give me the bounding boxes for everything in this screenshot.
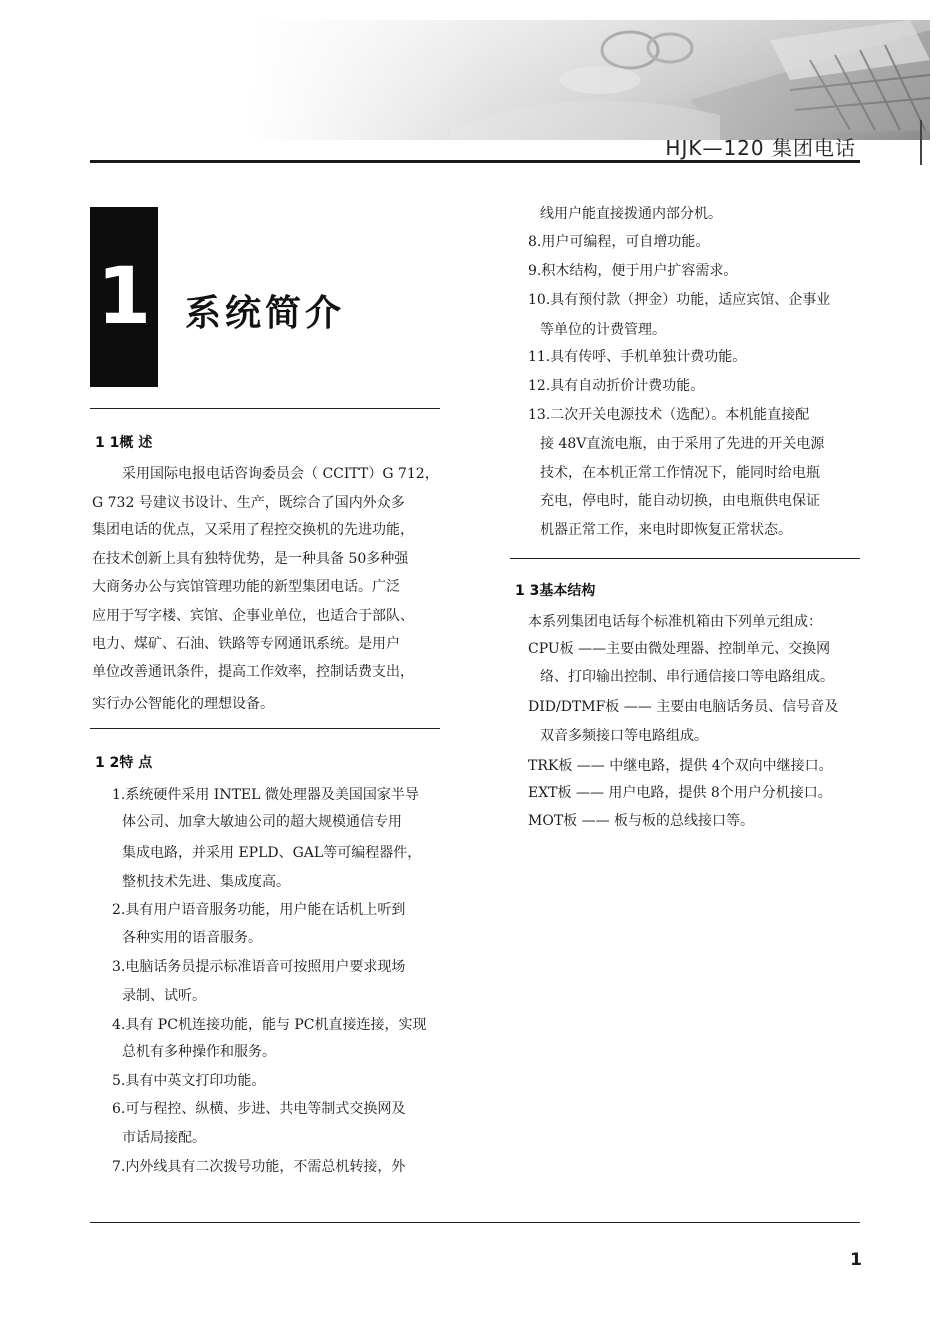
feature-line: 总机有多种操作和服务。 <box>122 1044 276 1060</box>
section-rule-features <box>90 728 440 729</box>
chapter-number-block: 1 <box>90 207 158 387</box>
section-rule-structure <box>510 558 860 559</box>
paragraph-line: G 732 号建议书设计、生产，既综合了国内外众多 <box>92 495 405 511</box>
feature-line: 接 48V直流电瓶，由于采用了先进的开关电源 <box>540 436 825 452</box>
feature-line: 4.具有 PC机连接功能，能与 PC机直接连接，实现 <box>112 1017 427 1033</box>
paragraph-line: 电力、煤矿、石油、铁路等专网通讯系统。是用户 <box>92 636 400 652</box>
feature-line: 10.具有预付款（押金）功能，适应宾馆、企事业 <box>528 292 831 308</box>
feature-line: 7.内外线具有二次拨号功能，不需总机转接，外 <box>112 1159 406 1175</box>
structure-line: 本系列集团电话每个标准机箱由下列单元组成： <box>528 614 822 630</box>
structure-line: EXT板 —— 用户电路，提供 8个用户分机接口。 <box>528 785 832 801</box>
feature-line: 充电，停电时，能自动切换，由电瓶供电保证 <box>540 493 820 509</box>
structure-line: MOT板 —— 板与板的总线接口等。 <box>528 813 755 829</box>
header-decorative-image <box>250 20 930 140</box>
feature-line: 机器正常工作，来电时即恢复正常状态。 <box>540 522 792 538</box>
paragraph-line: 采用国际电报电话咨询委员会（ CCITT）G 712， <box>122 466 439 482</box>
feature-line: 5.具有中英文打印功能。 <box>112 1073 266 1089</box>
paragraph-line: 应用于写字楼、宾馆、企事业单位，也适合于部队、 <box>92 608 414 624</box>
feature-line: 等单位的计费管理。 <box>540 322 666 338</box>
section-rule-overview <box>90 408 440 409</box>
paragraph-line: 实行办公智能化的理想设备。 <box>92 696 274 712</box>
header-art-graphic <box>250 20 930 140</box>
feature-line: 2.具有用户语音服务功能，用户能在话机上听到 <box>112 902 406 918</box>
running-header-title: HJK—120 集团电话 <box>665 136 856 160</box>
section-heading-structure: 1 3基本结构 <box>515 583 596 599</box>
structure-line: DID/DTMF板 —— 主要由电脑话务员、信号音及 <box>528 699 839 715</box>
feature-line: 整机技术先进、集成度高。 <box>122 874 290 890</box>
paragraph-line: 在技术创新上具有独特优势，是一种具备 50多种强 <box>92 551 409 567</box>
structure-line: CPU板 ——主要由微处理器、控制单元、交换网 <box>528 641 831 657</box>
feature-line: 13.二次开关电源技术（选配）。本机能直接配 <box>528 407 810 423</box>
paragraph-line: 大商务办公与宾馆管理功能的新型集团电话。广泛 <box>92 579 400 595</box>
page-number: 1 <box>850 1250 862 1270</box>
paragraph-line: 集团电话的优点，又采用了程控交换机的先进功能， <box>92 522 414 538</box>
structure-line: TRK板 —— 中继电路，提供 4个双向中继接口。 <box>528 758 833 774</box>
paragraph-line: 单位改善通讯条件，提高工作效率，控制话费支出， <box>92 664 414 680</box>
header-rule <box>90 160 860 163</box>
feature-line: 12.具有自动折价计费功能。 <box>528 378 705 394</box>
feature-line: 1.系统硬件采用 INTEL 微处理器及美国国家半导 <box>112 787 419 803</box>
page-edge-mark <box>920 120 922 165</box>
feature-line: 6.可与程控、纵横、步进、共电等制式交换网及 <box>112 1101 406 1117</box>
section-heading-features: 1 2特 点 <box>95 755 153 771</box>
feature-line: 11.具有传呼、手机单独计费功能。 <box>528 349 747 365</box>
footer-rule <box>90 1222 860 1223</box>
feature-line: 体公司、加拿大敏迪公司的超大规模通信专用 <box>122 814 402 830</box>
feature-line: 集成电路，并采用 EPLD、GAL等可编程器件， <box>122 845 422 861</box>
feature-line: 录制、试听。 <box>122 988 206 1004</box>
chapter-title: 系统简介 <box>185 293 346 334</box>
feature-line: 8.用户可编程，可自增功能。 <box>528 234 710 250</box>
structure-line: 络、打印输出控制、串行通信接口等电路组成。 <box>540 669 834 685</box>
feature-line: 9.积木结构，便于用户扩容需求。 <box>528 263 738 279</box>
section-heading-overview: 1 1概 述 <box>95 435 153 451</box>
feature-line: 市话局接配。 <box>122 1130 206 1146</box>
feature-line: 3.电脑话务员提示标准语音可按照用户要求现场 <box>112 959 406 975</box>
feature-line: 各种实用的语音服务。 <box>122 930 262 946</box>
feature-line: 技术，在本机正常工作情况下，能同时给电瓶 <box>540 465 820 481</box>
feature-line: 线用户能直接拨通内部分机。 <box>540 206 722 222</box>
structure-line: 双音多频接口等电路组成。 <box>540 728 708 744</box>
